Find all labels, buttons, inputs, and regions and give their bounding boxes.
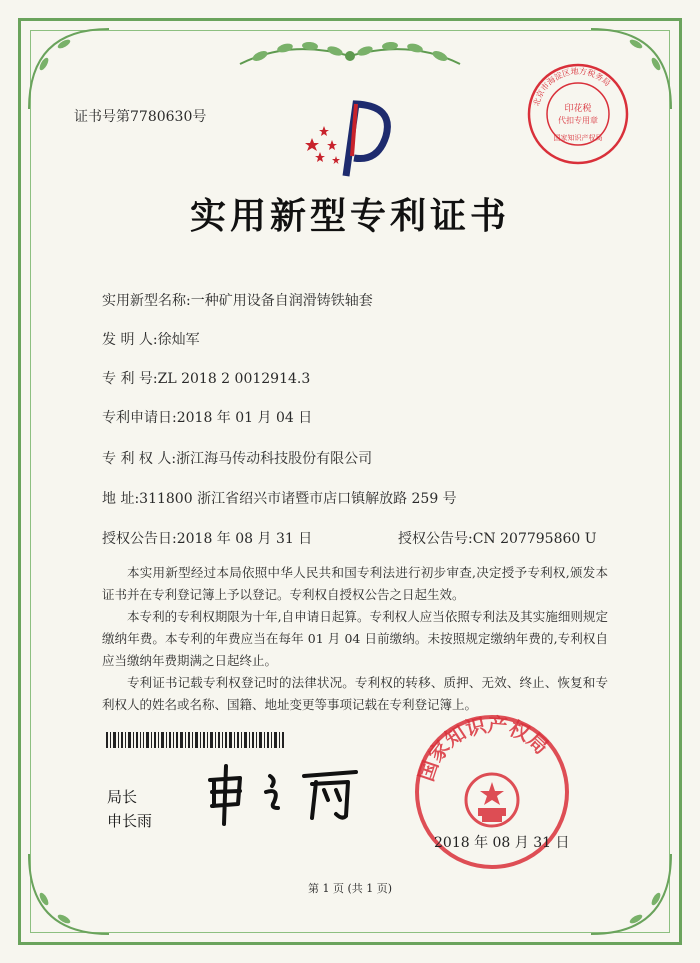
- patent-office-logo-icon: [298, 96, 402, 180]
- field-value: 2018 年 08 月 31 日: [176, 531, 313, 547]
- field-label: 实用新型名称:: [102, 293, 191, 309]
- paragraph-grant-statement: 本实用新型经过本局依照中华人民共和国专利法进行初步审查,决定授予专利权,颁发本证书并在专利登记簿上予以登记。专利权自授权公告之日起生效。: [102, 565, 608, 602]
- field-announcement-date: [102, 528, 312, 548]
- tax-stamp-center-text-2: 代扣专用章: [558, 116, 598, 125]
- certificate-title: 实用新型专利证书: [189, 195, 510, 237]
- paragraph-term-statement: 本专利的专利权期限为十年,自申请日起算。专利权人应当依照专利法及其实施细则规定缴纳年费。本专利的年费应当在每年 01 月 04 日前缴纳。未按照规定缴纳年费的,专利权自应当缴纳年费期满之日起终止。: [102, 609, 608, 668]
- page-number: 第 1 页 (共 1 页): [307, 882, 393, 895]
- signature-title: 局长: [107, 788, 138, 806]
- field-value: 徐灿军: [157, 332, 200, 348]
- office-seal-ring-text: 国家知识产权局: [413, 712, 554, 785]
- signature-name: 申长雨: [107, 812, 153, 830]
- field-label: 发 明 人:: [102, 332, 158, 348]
- laurel-garland-icon: [230, 34, 470, 78]
- tax-stamp-bottom-text: 国家知识产权局: [553, 134, 603, 142]
- field-value: 一种矿用设备自润滑铸铁轴套: [190, 293, 373, 309]
- svg-text:北京市海淀区地方税务局: [531, 66, 612, 107]
- field-utility-model-name: [102, 290, 373, 310]
- field-label: 专 利 权 人:: [102, 451, 177, 467]
- field-value: 浙江海马传动科技股份有限公司: [176, 451, 373, 467]
- svg-text:国家知识产权局: [414, 712, 554, 784]
- corner-ornament-icon: [24, 24, 114, 114]
- field-label: 专利申请日:: [102, 410, 177, 426]
- field-inventor: [102, 329, 200, 349]
- field-value: 2018 年 01 月 04 日: [176, 410, 313, 426]
- field-value: CN 207795860 U: [472, 531, 597, 547]
- barcode-icon: [106, 732, 286, 748]
- field-address: [102, 488, 457, 508]
- field-announcement-number: [398, 528, 597, 548]
- field-label: 授权公告日:: [102, 531, 177, 547]
- field-label: 授权公告号:: [398, 531, 473, 547]
- tax-stamp-seal: [526, 62, 630, 166]
- field-patent-number: [102, 368, 310, 388]
- field-application-date: [102, 407, 312, 427]
- field-label: 地 址:: [102, 491, 140, 507]
- national-emblem-icon: [466, 774, 518, 826]
- field-value: 311800 浙江省绍兴市诸暨市店口镇解放路 259 号: [139, 491, 457, 507]
- field-value: ZL 2018 2 0012914.3: [157, 371, 311, 387]
- tax-stamp-center-text: 印花税: [564, 104, 592, 114]
- certificate-number: 证书号第7780630号: [74, 109, 207, 125]
- paragraph-legal-status: 专利证书记载专利权登记时的法律状况。专利权的转移、质押、无效、终止、恢复和专利权人的姓名或名称、国籍、地址变更等事项记载在专利登记簿上。: [102, 675, 608, 712]
- field-patentee: [102, 448, 372, 468]
- tax-stamp-ring-text: 北京市海淀区地方税务局: [531, 66, 613, 108]
- field-label: 专 利 号:: [102, 371, 158, 387]
- office-seal-date: 2018 年 08 月 31 日: [434, 835, 570, 851]
- handwritten-signature: [200, 758, 370, 828]
